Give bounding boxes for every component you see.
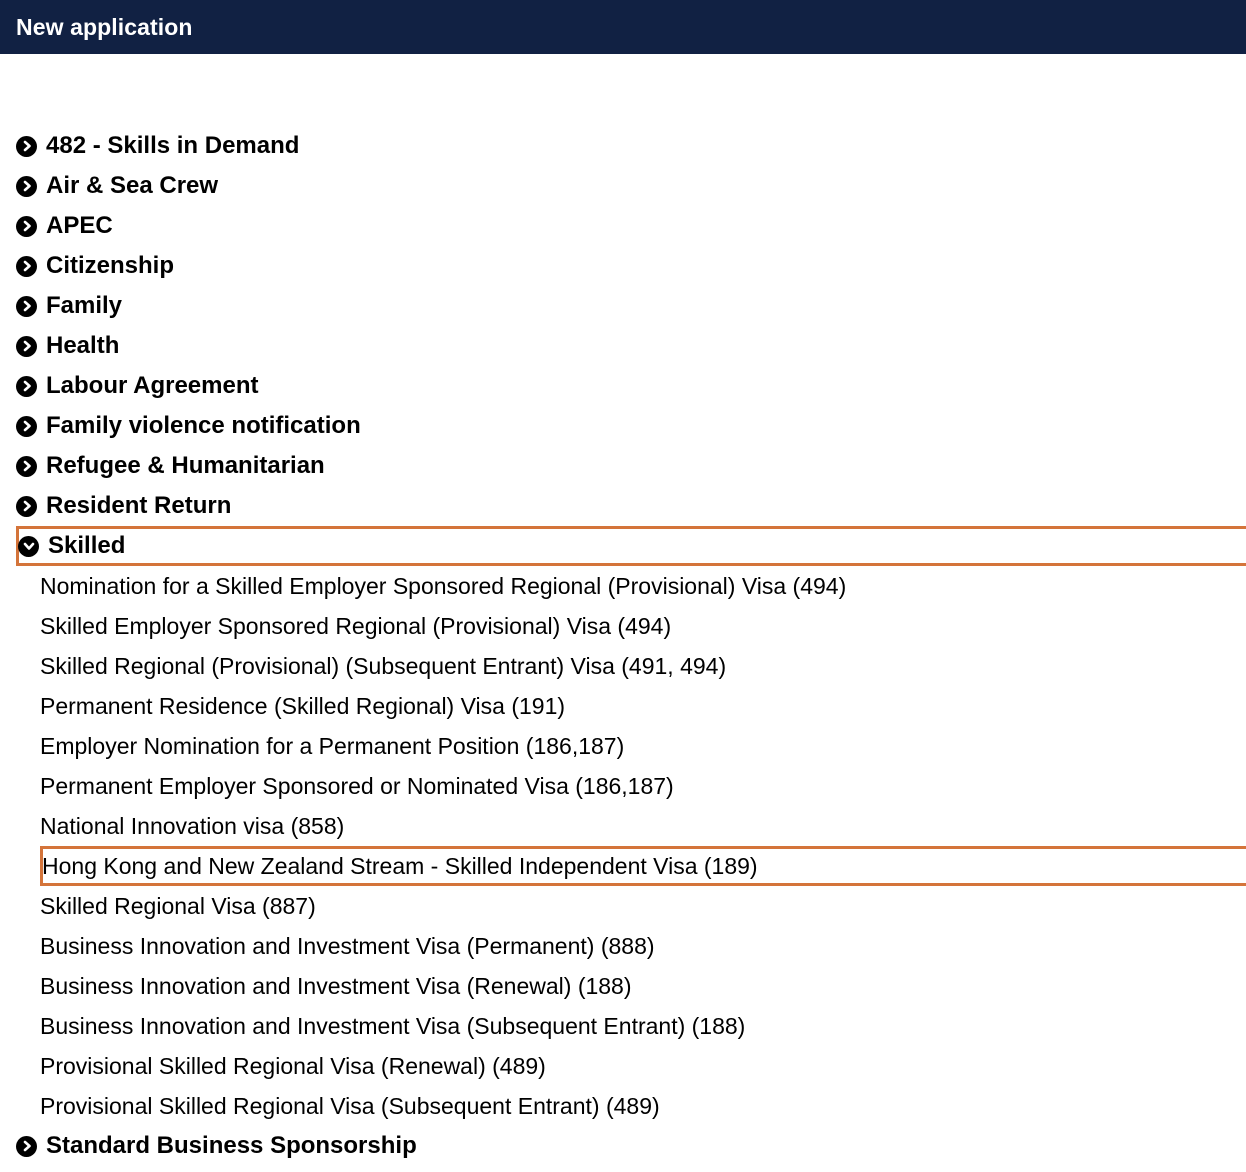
category-resident-return[interactable]	[16, 486, 1246, 526]
visa-option-label: Business Innovation and Investment Visa (Renewal) (188)	[40, 972, 632, 999]
category-label: APEC	[46, 212, 113, 239]
visa-option[interactable]	[40, 726, 1246, 766]
app-header	[0, 0, 1246, 54]
chevron-right-circle-icon	[16, 1136, 37, 1157]
chevron-right-circle-icon	[16, 416, 37, 437]
category-label: Health	[46, 332, 120, 359]
visa-option-label: Nomination for a Skilled Employer Sponsored Regional (Provisional) Visa (494)	[40, 572, 847, 599]
category-label: Resident Return	[46, 492, 232, 519]
category-label: 482 - Skills in Demand	[46, 132, 300, 159]
category-label: Labour Agreement	[46, 372, 259, 399]
visa-option-label: Hong Kong and New Zealand Stream - Skilled Independent Visa (189)	[42, 852, 758, 879]
chevron-down-circle-icon	[18, 536, 39, 557]
chevron-right-circle-icon	[16, 136, 37, 157]
visa-option[interactable]	[40, 1046, 1246, 1086]
chevron-right-circle-icon	[16, 176, 37, 197]
visa-option[interactable]	[40, 1086, 1246, 1126]
category-apec[interactable]	[16, 206, 1246, 246]
chevron-right-circle-icon	[16, 296, 37, 317]
visa-option-label: Business Innovation and Investment Visa (Subsequent Entrant) (188)	[40, 1012, 746, 1039]
visa-option[interactable]	[40, 1006, 1246, 1046]
category-family[interactable]	[16, 286, 1246, 326]
visa-option-label: Business Innovation and Investment Visa (Permanent) (888)	[40, 932, 655, 959]
visa-option[interactable]	[40, 606, 1246, 646]
visa-option-label: Skilled Regional (Provisional) (Subsequent Entrant) Visa (491, 494)	[40, 652, 727, 679]
visa-option-label: Skilled Employer Sponsored Regional (Provisional) Visa (494)	[40, 612, 672, 639]
category-skilled[interactable]	[16, 526, 1246, 566]
visa-option[interactable]	[40, 966, 1246, 1006]
chevron-right-circle-icon	[16, 216, 37, 237]
visa-option[interactable]	[40, 766, 1246, 806]
chevron-right-circle-icon	[16, 496, 37, 517]
category-air-sea-crew[interactable]	[16, 166, 1246, 206]
category-label: Family	[46, 292, 123, 319]
category-label: Refugee & Humanitarian	[46, 452, 325, 479]
category-citizenship[interactable]	[16, 246, 1246, 286]
category-family-violence-notification[interactable]	[16, 406, 1246, 446]
chevron-right-circle-icon	[16, 376, 37, 397]
visa-option[interactable]	[40, 926, 1246, 966]
category-standard-business-sponsorship[interactable]	[16, 1126, 1246, 1166]
chevron-right-circle-icon	[16, 336, 37, 357]
category-482-skills-in-demand[interactable]	[16, 126, 1246, 166]
visa-option[interactable]	[40, 566, 1246, 606]
application-type-tree	[0, 126, 1246, 1166]
visa-option-label: Permanent Employer Sponsored or Nominated Visa (186,187)	[40, 772, 674, 799]
visa-option-label: Skilled Regional Visa (887)	[40, 892, 316, 919]
category-label: Citizenship	[46, 252, 175, 279]
category-label: Air & Sea Crew	[46, 172, 219, 199]
page-title: New application	[16, 13, 193, 40]
visa-option-label: Provisional Skilled Regional Visa (Renewal) (489)	[40, 1052, 546, 1079]
visa-option-label: Provisional Skilled Regional Visa (Subsequent Entrant) (489)	[40, 1092, 660, 1119]
category-label: Family violence notification	[46, 412, 361, 439]
visa-option-label: National Innovation visa (858)	[40, 812, 345, 839]
visa-option[interactable]	[40, 686, 1246, 726]
category-labour-agreement[interactable]	[16, 366, 1246, 406]
visa-option-focused[interactable]	[40, 846, 1246, 886]
category-label: Standard Business Sponsorship	[46, 1132, 417, 1159]
category-label: Skilled	[48, 532, 126, 559]
visa-option[interactable]	[40, 646, 1246, 686]
category-health[interactable]	[16, 326, 1246, 366]
visa-option[interactable]	[40, 886, 1246, 926]
visa-option[interactable]	[40, 806, 1246, 846]
visa-option-label: Permanent Residence (Skilled Regional) Visa (191)	[40, 692, 566, 719]
chevron-right-circle-icon	[16, 256, 37, 277]
chevron-right-circle-icon	[16, 456, 37, 477]
visa-option-label: Employer Nomination for a Permanent Position (186,187)	[40, 732, 625, 759]
category-refugee-humanitarian[interactable]	[16, 446, 1246, 486]
